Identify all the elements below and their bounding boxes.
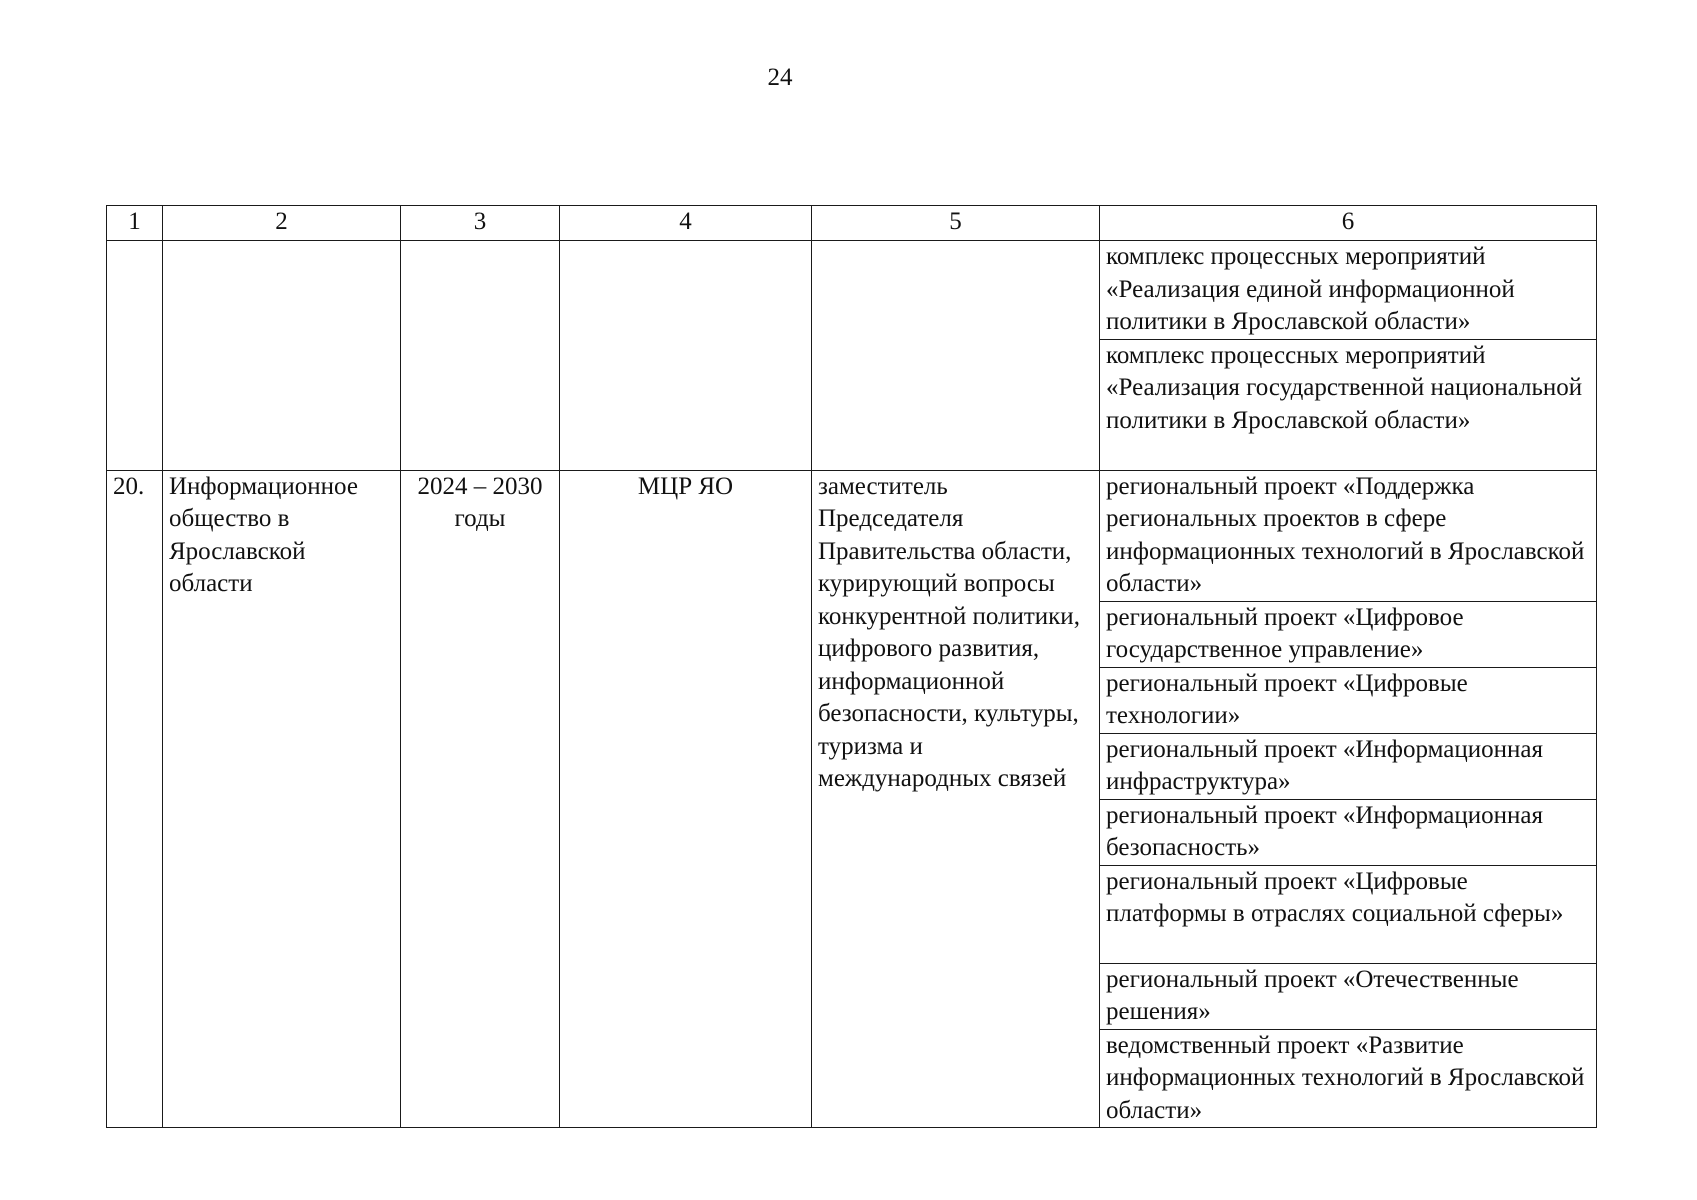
structural-element-cell: региональный проект «Цифровое государственное управление» <box>1100 601 1597 667</box>
header-cell: 2 <box>163 206 401 241</box>
table-header-row <box>107 206 1597 241</box>
structural-element-cell: региональный проект «Информационная инфраструктура» <box>1100 733 1597 799</box>
header-cell: 1 <box>107 206 163 241</box>
structural-element-cell: комплекс процессных мероприятий «Реализация единой информационной политики в Ярославской области» <box>1100 241 1597 340</box>
structural-element-cell: региональный проект «Отечественные решения» <box>1100 963 1597 1029</box>
program-name-cell: Информационное общество в Ярославской области <box>163 470 401 1128</box>
table-row <box>107 241 1597 340</box>
programs-table <box>106 205 1597 1128</box>
header-cell: 4 <box>560 206 812 241</box>
header-cell: 3 <box>401 206 560 241</box>
structural-element-cell: ведомственный проект «Развитие информационных технологий в Ярославской области» <box>1100 1029 1597 1128</box>
header-cell: 6 <box>1100 206 1597 241</box>
curator-cell: заместитель Председателя Правительства области, курирующий вопросы конкурентной политики, цифрового развития, информационной безопасности, культуры, туризма и международных связей <box>812 470 1100 1128</box>
page-number: 24 <box>767 64 793 91</box>
row-number-cell: 20. <box>107 470 163 1128</box>
row-number-cell <box>107 241 163 471</box>
table-row <box>107 470 1597 601</box>
executor-cell: МЦР ЯО <box>560 470 812 1128</box>
structural-element-cell: региональный проект «Информационная безопасность» <box>1100 799 1597 865</box>
header-cell: 5 <box>812 206 1100 241</box>
program-name-cell <box>163 241 401 471</box>
structural-element-cell: региональный проект «Цифровые платформы в отраслях социальной сферы» <box>1100 865 1597 963</box>
structural-element-cell: региональный проект «Цифровые технологии» <box>1100 667 1597 733</box>
structural-element-cell: комплекс процессных мероприятий «Реализация государственной национальной политики в Ярославской области» <box>1100 339 1597 470</box>
curator-cell <box>812 241 1100 471</box>
period-cell <box>401 241 560 471</box>
structural-element-cell: региональный проект «Поддержка региональных проектов в сфере информационных технологий в Ярославской области» <box>1100 470 1597 601</box>
executor-cell <box>560 241 812 471</box>
period-cell: 2024 – 2030 годы <box>401 470 560 1128</box>
